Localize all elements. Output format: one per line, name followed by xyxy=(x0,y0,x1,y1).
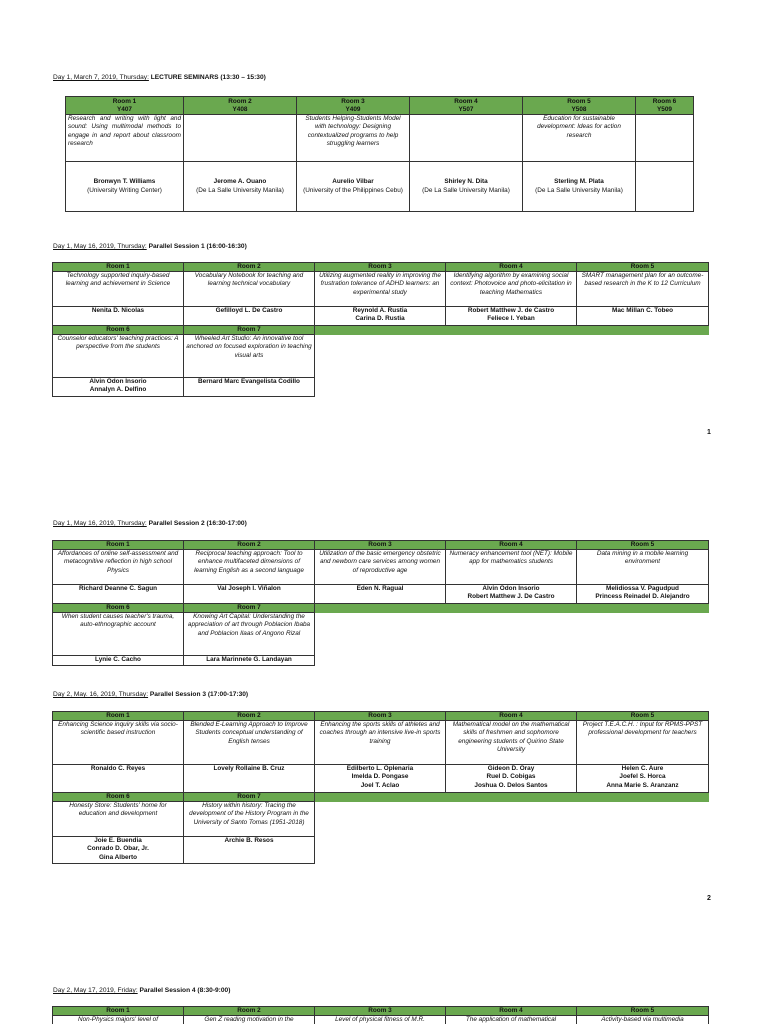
topic-cell: Affordances of online self-assessment and metacognitive reflection in high school Physics xyxy=(53,550,184,585)
presenter-cell: Edilberto L. Oplenaria Imelda D. Pongase Joel T. Aclao xyxy=(315,765,446,793)
session2-date: Day 1, May 16, 2019, Thursday: xyxy=(53,520,147,527)
room-header: Room 4 xyxy=(446,712,577,721)
topic-cell: Numeracy enhancement tool (NET): Mobile app for mathematics students xyxy=(446,550,577,585)
session1-title: Parallel Session 1 (16:00-16:30) xyxy=(148,243,247,250)
blank-cell xyxy=(315,613,709,656)
topic-cell: Data mining in a mobile learning environment xyxy=(577,550,709,585)
topic-cell: Mathematical model on the mathematical skills of freshmen and sophomore engineering students of Quirino State University xyxy=(446,721,577,765)
room-header: Room 7 xyxy=(184,793,315,802)
topic-cell: Identifying algorithm by examining social context: Photovoice and photo-elicitation in teaching Mathematics xyxy=(446,272,577,307)
room-header: Room 3 xyxy=(315,263,446,272)
room-header: Room 2 xyxy=(184,541,315,550)
room-header: Room 5 xyxy=(577,1007,709,1016)
room-header: Room 5 xyxy=(577,263,709,272)
lecture-table xyxy=(65,96,694,212)
topic-cell: Knowing Art Capital: Understanding the appreciation of art through Poblacion Ibaba and Poblacion Ilaas of Angono Rizal xyxy=(184,613,315,656)
presenter-cell: Joie E. Buendia Conrado D. Obar, Jr. Gina Alberto xyxy=(53,837,184,864)
session3-name-row-b xyxy=(53,837,709,864)
topic-cell: Vocabulary Notebook for teaching and learning technical vocabulary xyxy=(184,272,315,307)
room-header: Room 4 Y507 xyxy=(410,97,523,115)
session1-topic-row-b xyxy=(53,335,709,378)
session1-header-row-b xyxy=(53,326,709,335)
room-header: Room 1 xyxy=(53,712,184,721)
room-header: Room 4 xyxy=(446,263,577,272)
presenter-cell: Gefilloyd L. De Castro xyxy=(184,307,315,326)
room-header: Room 6 xyxy=(53,326,184,335)
presenter-cell: Bernard Marc Evangelista Codillo xyxy=(184,378,315,397)
room-header: Room 6 xyxy=(53,604,184,613)
blank-cell xyxy=(315,802,709,837)
topic-cell: History within history: Tracing the development of the History Program in the University of Santo Tomas (1951-2018) xyxy=(184,802,315,837)
session2-topic-row-a xyxy=(53,550,709,585)
session3-title: Parallel Session 3 (17:00-17:30) xyxy=(149,691,249,698)
session3-table xyxy=(52,711,709,864)
session3-name-row-a xyxy=(53,765,709,793)
room-header: Room 1 Y407 xyxy=(66,97,184,115)
room-header: Room 6 Y509 xyxy=(636,97,694,115)
presenter-cell: Val Joseph I. Viñalon xyxy=(184,585,315,604)
session1-heading xyxy=(53,243,247,250)
presenter-cell: Alvin Odon Insorio Annalyn A. Delfino xyxy=(53,378,184,397)
lecture-date: Day 1, March 7, 2019, Thursday: xyxy=(53,74,149,81)
speaker-cell: Shirley N. Dita (De La Salle University Manila) xyxy=(410,162,523,212)
blank-cell xyxy=(315,656,709,666)
session1-topic-row-a xyxy=(53,272,709,307)
presenter-cell: Reynold A. Rustia Carina D. Rustia xyxy=(315,307,446,326)
presenter-cell: Helen C. Aure Joefel S. Horca Anna Marie S. Aranzanz xyxy=(577,765,709,793)
topic-cell: Honesty Store: Students' home for education and development xyxy=(53,802,184,837)
session1-header-row-a xyxy=(53,263,709,272)
room-header: Room 1 xyxy=(53,541,184,550)
presenter-cell: Eden N. Ragual xyxy=(315,585,446,604)
presenter-cell: Nenita D. Nicolas xyxy=(53,307,184,326)
topic-cell: Students Helping-Students Model with technology: Designing contextualized programs to help struggling learners xyxy=(297,115,410,162)
page-number: 1 xyxy=(707,429,711,436)
blank-cell xyxy=(315,326,709,335)
presenter-cell: Alvin Odon Insorio Robert Matthew J. De Castro xyxy=(446,585,577,604)
session2-header-row-a xyxy=(53,541,709,550)
session2-topic-row-b xyxy=(53,613,709,656)
session4-title: Parallel Session 4 (8:30-9:00) xyxy=(139,987,231,994)
lecture-heading xyxy=(53,74,266,81)
presenter-cell: Lovely Rollaine B. Cruz xyxy=(184,765,315,793)
topic-cell: Non-Physics majors' level of xyxy=(53,1016,184,1024)
room-header: Room 3 xyxy=(315,1007,446,1016)
room-header: Room 3 xyxy=(315,541,446,550)
room-header: Room 1 xyxy=(53,1007,184,1016)
topic-cell: Technology supported inquiry-based learning and achievement in Science xyxy=(53,272,184,307)
blank-cell xyxy=(315,793,709,802)
speaker-cell: Jerome A. Ouano (De La Salle University Manila) xyxy=(184,162,297,212)
room-header: Room 2 Y408 xyxy=(184,97,297,115)
blank-cell xyxy=(315,837,709,864)
blank-cell xyxy=(315,604,709,613)
presenter-cell: Lynie C. Cacho xyxy=(53,656,184,666)
room-header: Room 4 xyxy=(446,541,577,550)
speaker-cell: Sterling M. Plata (De La Salle University Manila) xyxy=(523,162,636,212)
session3-header-row-a xyxy=(53,712,709,721)
room-header: Room 2 xyxy=(184,1007,315,1016)
session2-heading xyxy=(53,520,247,527)
session4-heading xyxy=(53,987,230,994)
session2-name-row-a xyxy=(53,585,709,604)
session3-topic-row-a xyxy=(53,721,709,765)
topic-cell: Utilization of the basic emergency obstetric and newborn care services among women of reproductive age xyxy=(315,550,446,585)
topic-cell: Utilizing augmented reality in improving the frustration tolerance of ADHD learners: an experimental study xyxy=(315,272,446,307)
topic-cell: Enhancing Science inquiry skills via socio-scientific based instruction xyxy=(53,721,184,765)
session2-title: Parallel Session 2 (16:30-17:00) xyxy=(148,520,247,527)
topic-cell: Level of physical fitness of M.R. xyxy=(315,1016,446,1024)
session1-name-row-b xyxy=(53,378,709,397)
speaker-cell: Bronwyn T. Williams (University Writing Center) xyxy=(66,162,184,212)
speaker-cell: Aurelio Vilbar (University of the Philippines Cebu) xyxy=(297,162,410,212)
topic-cell: The application of mathematical xyxy=(446,1016,577,1024)
room-header: Room 4 xyxy=(446,1007,577,1016)
session1-table xyxy=(52,262,709,397)
topic-cell xyxy=(410,115,523,162)
lecture-header-row xyxy=(66,97,694,115)
speaker-cell xyxy=(636,162,694,212)
topic-cell: Education for sustainable development: Ideas for action research xyxy=(523,115,636,162)
presenter-cell: Ronaldo C. Reyes xyxy=(53,765,184,793)
presenter-cell: Archie B. Resos xyxy=(184,837,315,864)
topic-cell: Counselor educators' teaching practices: A perspective from the students xyxy=(53,335,184,378)
topic-cell xyxy=(636,115,694,162)
lecture-title: LECTURE SEMINARS (13:30 – 15:30) xyxy=(150,74,266,81)
session3-header-row-b xyxy=(53,793,709,802)
session4-header-row-a xyxy=(53,1007,709,1016)
session2-header-row-b xyxy=(53,604,709,613)
presenter-cell: Richard Deanne C. Sagun xyxy=(53,585,184,604)
topic-cell: Research and writing with light and sound: Using multimodal methods to engage in and report about classroom research xyxy=(66,115,184,162)
session4-topic-row-a xyxy=(53,1016,709,1024)
session3-heading xyxy=(53,691,248,698)
room-header: Room 2 xyxy=(184,712,315,721)
room-header: Room 7 xyxy=(184,326,315,335)
room-header: Room 5 Y508 xyxy=(523,97,636,115)
lecture-speaker-row xyxy=(66,162,694,212)
session1-name-row-a xyxy=(53,307,709,326)
room-header: Room 3 Y409 xyxy=(297,97,410,115)
presenter-cell: Mac Millan C. Tobeo xyxy=(577,307,709,326)
topic-cell: Project T.E.A.C.H. : Input for RPMS-PPST professional development for teachers xyxy=(577,721,709,765)
topic-cell: Blended E-Learning Approach to Improve Students conceptual understanding of English tenses xyxy=(184,721,315,765)
topic-cell: Reciprocal teaching approach: Tool to enhance multifaceted dimensions of learning English as a second language xyxy=(184,550,315,585)
session4-table xyxy=(52,1006,709,1024)
room-header: Room 3 xyxy=(315,712,446,721)
session3-date: Day 2, May. 16, 2019, Thursday: xyxy=(53,691,149,698)
room-header: Room 5 xyxy=(577,541,709,550)
room-header: Room 6 xyxy=(53,793,184,802)
room-header: Room 5 xyxy=(577,712,709,721)
topic-cell: Wheeled Art Studio: An innovative tool anchored on focused exploration in teaching visual arts xyxy=(184,335,315,378)
presenter-cell: Robert Matthew J. de Castro Feliece I. Yeban xyxy=(446,307,577,326)
session1-date: Day 1, May 16, 2019, Thursday: xyxy=(53,243,147,250)
topic-cell: Activity-based via multimedia xyxy=(577,1016,709,1024)
blank-cell xyxy=(315,335,709,378)
presenter-cell: Gideon D. Oray Ruel D. Cobigas Joshua O. Delos Santos xyxy=(446,765,577,793)
topic-cell: SMART management plan for an outcome-based research in the K to 12 Curriculum xyxy=(577,272,709,307)
session4-date: Day 2, May 17, 2019, Friday: xyxy=(53,987,138,994)
presenter-cell: Lara Marinnete G. Landayan xyxy=(184,656,315,666)
session3-topic-row-b xyxy=(53,802,709,837)
blank-cell xyxy=(315,378,709,397)
topic-cell: When student causes teacher's trauma, auto-ethnographic account xyxy=(53,613,184,656)
room-header: Room 1 xyxy=(53,263,184,272)
room-header: Room 7 xyxy=(184,604,315,613)
topic-cell: Gen Z reading motivation in the xyxy=(184,1016,315,1024)
topic-cell xyxy=(184,115,297,162)
presenter-cell: Melidiossa V. Pagudpud Princess Reinadel D. Alejandro xyxy=(577,585,709,604)
topic-cell: Enhancing the sports skills of athletes and coaches through an intensive live-in sports training xyxy=(315,721,446,765)
session2-name-row-b xyxy=(53,656,709,666)
room-header: Room 2 xyxy=(184,263,315,272)
page-number: 2 xyxy=(707,895,711,902)
session2-table xyxy=(52,540,709,666)
lecture-topic-row xyxy=(66,115,694,162)
